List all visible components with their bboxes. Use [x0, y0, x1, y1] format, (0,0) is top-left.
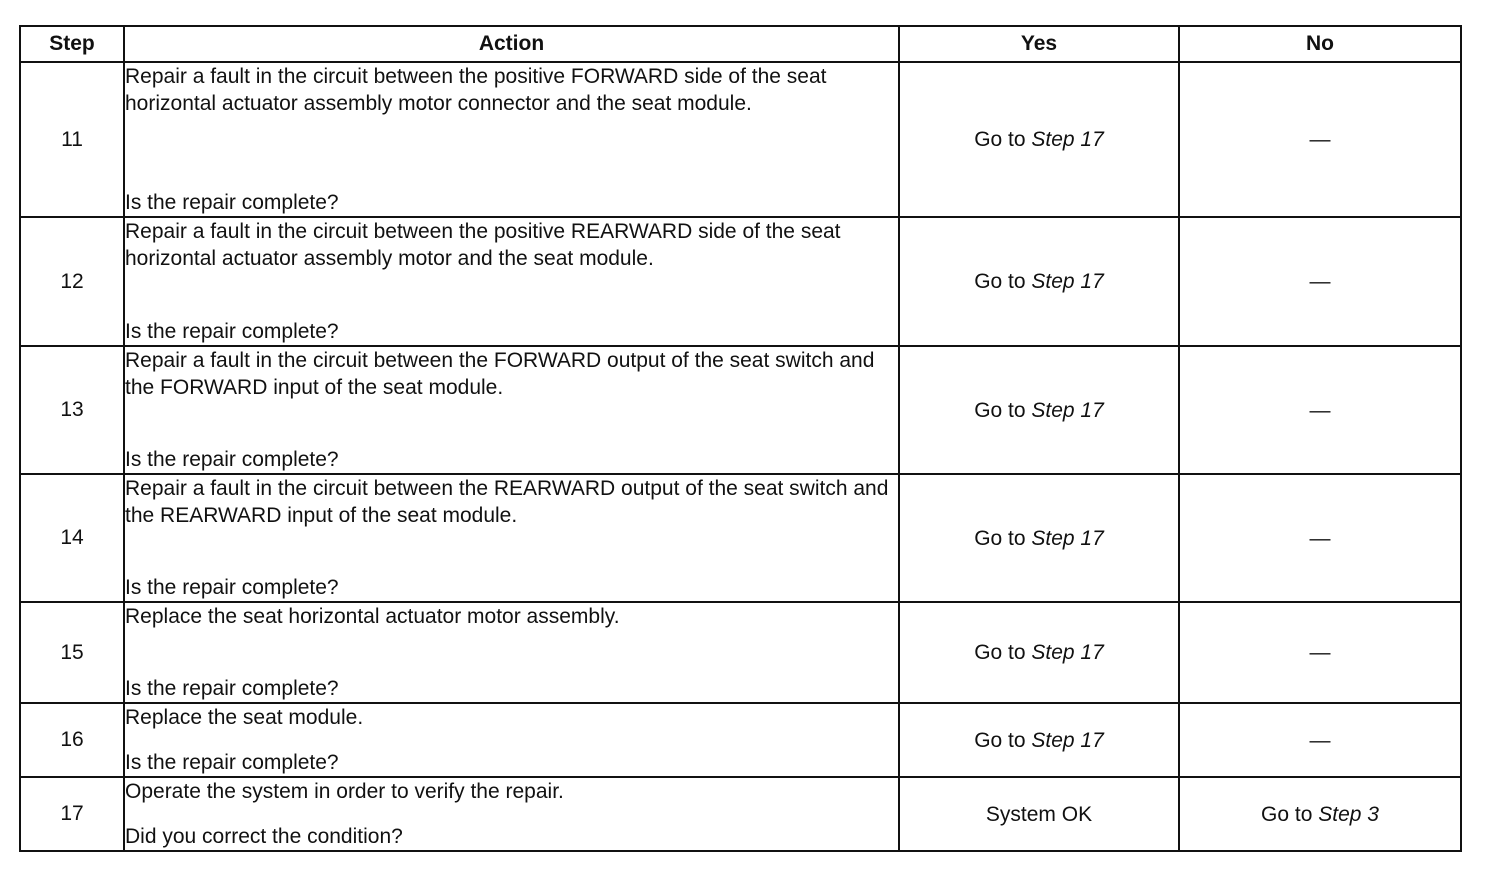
action-cell — [124, 703, 899, 777]
yes-prefix: System OK — [985, 802, 1093, 826]
yes-prefix: Go to — [974, 128, 1032, 151]
yes-cell — [899, 602, 1179, 703]
no-cell — [1179, 62, 1461, 217]
no-cell — [1179, 346, 1461, 474]
action-text: Repair a fault in the circuit between the FORWARD output of the seat switch and the FORWARD input of the seat module. — [125, 349, 875, 399]
action-text: Repair a fault in the circuit between the REARWARD output of the seat switch and the REARWARD input of the seat module. — [125, 477, 889, 527]
yes-cell — [899, 346, 1179, 474]
yes-step-link: Step 17 — [1031, 641, 1104, 664]
table-row — [20, 602, 1461, 703]
header-action: Action — [124, 26, 899, 62]
action-cell — [124, 62, 899, 217]
no-dash: — — [1309, 728, 1331, 752]
diagnostic-table — [19, 25, 1462, 852]
action-text: Repair a fault in the circuit between the positive FORWARD side of the seat horizontal actuator assembly motor connector and the seat module. — [125, 65, 827, 115]
table-row — [20, 346, 1461, 474]
yes-prefix: Go to — [974, 270, 1032, 293]
yes-prefix: Go to — [974, 641, 1032, 664]
yes-prefix: Go to — [974, 398, 1032, 422]
step-number: 16 — [20, 703, 124, 777]
table-row — [20, 703, 1461, 777]
step-number: 12 — [20, 217, 124, 346]
no-cell — [1179, 474, 1461, 602]
no-step-link: Step 3 — [1318, 802, 1379, 826]
header-step: Step — [20, 26, 124, 62]
no-dash: — — [1309, 128, 1331, 151]
no-dash: — — [1309, 526, 1331, 550]
yes-cell — [899, 777, 1179, 851]
action-question: Is the repair complete? — [125, 751, 339, 774]
yes-step-link: Step 17 — [1031, 398, 1104, 422]
header-row — [20, 26, 1461, 62]
action-text: Replace the seat module. — [125, 706, 364, 729]
step-number: 15 — [20, 602, 124, 703]
step-number: 13 — [20, 346, 124, 474]
action-cell — [124, 346, 899, 474]
table-row — [20, 474, 1461, 602]
yes-step-link: Step 17 — [1031, 526, 1104, 550]
action-cell — [124, 777, 899, 851]
header-yes: Yes — [899, 26, 1179, 62]
yes-step-link: Step 17 — [1031, 270, 1104, 293]
action-question: Is the repair complete? — [125, 576, 339, 599]
yes-cell — [899, 474, 1179, 602]
action-text: Operate the system in order to verify the repair. — [125, 780, 564, 803]
yes-cell — [899, 217, 1179, 346]
table-row — [20, 217, 1461, 346]
yes-prefix: Go to — [974, 728, 1032, 752]
no-cell — [1179, 602, 1461, 703]
yes-step-link: Step 17 — [1031, 728, 1104, 752]
no-cell — [1179, 217, 1461, 346]
step-number: 11 — [20, 62, 124, 217]
yes-prefix: Go to — [974, 526, 1032, 550]
step-number: 17 — [20, 777, 124, 851]
action-cell — [124, 602, 899, 703]
step-number: 14 — [20, 474, 124, 602]
action-cell — [124, 217, 899, 346]
action-question: Is the repair complete? — [125, 448, 339, 471]
table-row — [20, 62, 1461, 217]
action-question: Is the repair complete? — [125, 677, 339, 700]
action-question: Is the repair complete? — [125, 320, 339, 343]
action-cell — [124, 474, 899, 602]
no-dash: — — [1309, 641, 1331, 664]
yes-step-link: Step 17 — [1031, 128, 1104, 151]
no-prefix: Go to — [1261, 802, 1319, 826]
header-no: No — [1179, 26, 1461, 62]
yes-cell — [899, 703, 1179, 777]
action-question: Is the repair complete? — [125, 191, 339, 214]
action-text: Repair a fault in the circuit between the positive REARWARD side of the seat horizontal actuator assembly motor and the seat module. — [125, 220, 841, 270]
no-dash: — — [1309, 398, 1331, 422]
no-cell — [1179, 703, 1461, 777]
no-cell — [1179, 777, 1461, 851]
no-dash: — — [1309, 270, 1331, 293]
yes-cell — [899, 62, 1179, 217]
table-row — [20, 777, 1461, 851]
action-question: Did you correct the condition? — [125, 825, 403, 848]
action-text: Replace the seat horizontal actuator motor assembly. — [125, 605, 620, 628]
